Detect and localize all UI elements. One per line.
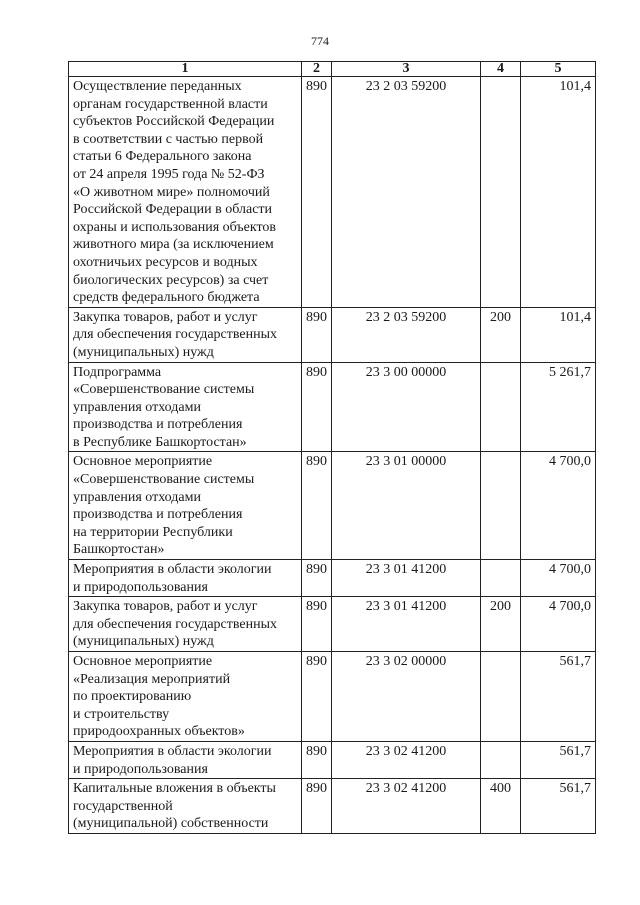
row-description <box>69 597 302 652</box>
description-line: по проектированию <box>73 689 192 705</box>
table-row <box>69 362 596 452</box>
row-description <box>69 362 302 452</box>
description-line: производства и потребления <box>73 507 243 523</box>
program-code: 23 3 01 41200 <box>332 560 481 597</box>
description-line: и природопользования <box>73 761 208 777</box>
expense-type-code <box>481 452 521 560</box>
description-line: (муниципальных) нужд <box>73 344 214 360</box>
description-line: статьи 6 Федерального закона <box>73 149 252 165</box>
amount-value: 101,4 <box>521 77 596 308</box>
description-line: управления отходами <box>73 489 201 505</box>
description-line: государственной <box>73 798 173 814</box>
description-line: охраны и использования объектов <box>73 219 277 235</box>
description-line: «О животном мире» полномочий <box>73 184 270 200</box>
description-line: Подпрограмма <box>73 364 162 380</box>
expense-type-code <box>481 560 521 597</box>
program-code: 23 2 03 59200 <box>332 307 481 362</box>
program-code: 23 3 01 00000 <box>332 452 481 560</box>
ministry-code: 890 <box>302 307 332 362</box>
description-line: в Республике Башкортостан» <box>73 434 247 450</box>
row-description <box>69 652 302 742</box>
amount-value: 101,4 <box>521 307 596 362</box>
description-line: животного мира (за исключением <box>73 237 274 253</box>
description-line: Капитальные вложения в объекты <box>73 781 276 797</box>
row-description <box>69 560 302 597</box>
description-line: Мероприятия в области экологии <box>73 562 272 578</box>
description-line: охотничьих ресурсов и водных <box>73 254 258 270</box>
table-row <box>69 452 596 560</box>
amount-value: 4 700,0 <box>521 597 596 652</box>
description-line: «Совершенствование системы <box>73 472 255 488</box>
description-line: Осуществление переданных <box>73 79 242 94</box>
row-description <box>69 452 302 560</box>
table-row <box>69 597 596 652</box>
amount-value: 561,7 <box>521 779 596 834</box>
program-code: 23 3 02 41200 <box>332 741 481 778</box>
expense-type-code <box>481 77 521 308</box>
ministry-code: 890 <box>302 597 332 652</box>
ministry-code: 890 <box>302 560 332 597</box>
description-line: управления отходами <box>73 399 201 415</box>
description-line: от 24 апреля 1995 года № 52-ФЗ <box>73 166 265 182</box>
description-line: в соответствии с частью первой <box>73 131 264 147</box>
description-line: производства и потребления <box>73 417 243 433</box>
expense-type-code: 400 <box>481 779 521 834</box>
ministry-code: 890 <box>302 77 332 308</box>
description-line: Башкортостан» <box>73 542 165 558</box>
expense-type-code: 200 <box>481 307 521 362</box>
description-line: природоохранных объектов» <box>73 724 245 740</box>
page-number: 774 <box>311 34 329 48</box>
amount-value: 561,7 <box>521 741 596 778</box>
description-line: органам государственной власти <box>73 96 268 112</box>
program-code: 23 3 02 00000 <box>332 652 481 742</box>
header-col-5: 5 <box>521 62 596 77</box>
description-line: для обеспечения государственных <box>73 327 277 343</box>
description-line: и строительству <box>73 706 170 722</box>
row-description <box>69 77 302 308</box>
table-row <box>69 307 596 362</box>
description-line: Основное мероприятие <box>73 454 213 470</box>
row-description <box>69 307 302 362</box>
description-line: субъектов Российской Федерации <box>73 114 275 130</box>
description-line: Российской Федерации в области <box>73 202 273 218</box>
amount-value: 4 700,0 <box>521 560 596 597</box>
description-line: (муниципальной) собственности <box>73 816 269 832</box>
header-col-2: 2 <box>302 62 332 77</box>
description-line: Закупка товаров, работ и услуг <box>73 599 258 615</box>
amount-value: 5 261,7 <box>521 362 596 452</box>
description-line: на территории Республики <box>73 524 233 540</box>
table-row <box>69 652 596 742</box>
program-code: 23 3 01 41200 <box>332 597 481 652</box>
table-body <box>69 77 596 834</box>
description-line: Мероприятия в области экологии <box>73 743 272 759</box>
header-col-4: 4 <box>481 62 521 77</box>
ministry-code: 890 <box>302 741 332 778</box>
table-row <box>69 779 596 834</box>
expense-type-code <box>481 652 521 742</box>
header-col-3: 3 <box>332 62 481 77</box>
amount-value: 561,7 <box>521 652 596 742</box>
description-line: (муниципальных) нужд <box>73 634 214 650</box>
row-description <box>69 779 302 834</box>
ministry-code: 890 <box>302 362 332 452</box>
description-line: биологических ресурсов) за счет <box>73 272 269 288</box>
description-line: Основное мероприятие <box>73 654 213 669</box>
ministry-code: 890 <box>302 779 332 834</box>
description-line: «Совершенствование системы <box>73 382 255 398</box>
table-row <box>69 741 596 778</box>
table-row <box>69 77 596 308</box>
description-line: «Реализация мероприятий <box>73 671 231 687</box>
expense-type-code <box>481 741 521 778</box>
table-row <box>69 560 596 597</box>
table-header-row <box>69 62 596 77</box>
header-col-1: 1 <box>69 62 302 77</box>
program-code: 23 3 02 41200 <box>332 779 481 834</box>
description-line: средств федерального бюджета <box>73 290 260 306</box>
ministry-code: 890 <box>302 652 332 742</box>
description-line: и природопользования <box>73 579 208 595</box>
ministry-code: 890 <box>302 452 332 560</box>
expense-type-code: 200 <box>481 597 521 652</box>
amount-value: 4 700,0 <box>521 452 596 560</box>
expense-type-code <box>481 362 521 452</box>
program-code: 23 2 03 59200 <box>332 77 481 308</box>
budget-table <box>68 61 596 834</box>
description-line: Закупка товаров, работ и услуг <box>73 309 258 325</box>
program-code: 23 3 00 00000 <box>332 362 481 452</box>
description-line: для обеспечения государственных <box>73 616 277 632</box>
row-description <box>69 741 302 778</box>
